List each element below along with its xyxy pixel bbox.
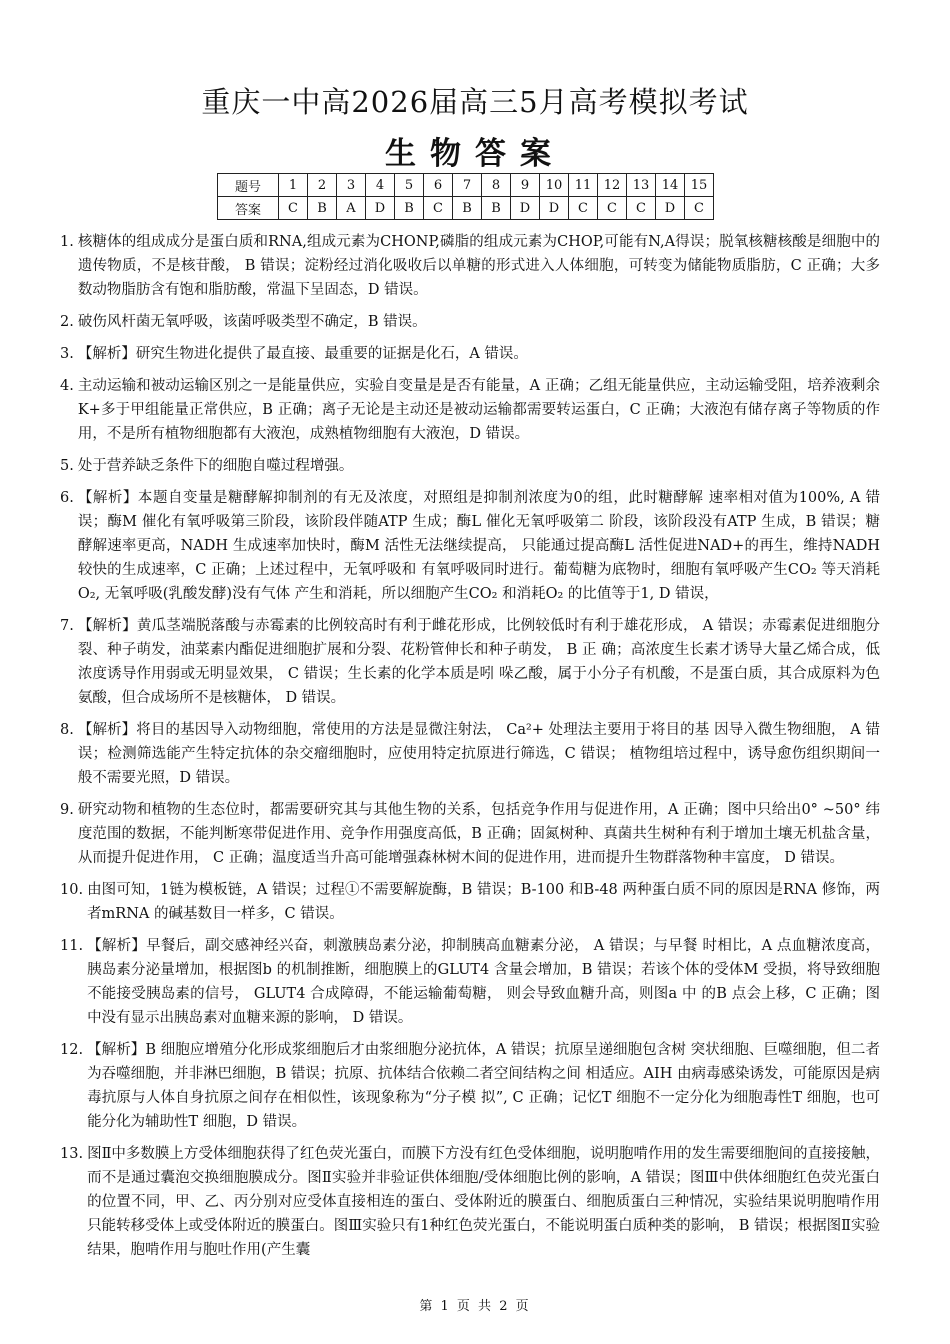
explanation-item bbox=[60, 1142, 880, 1262]
explanation-text: 研究动物和植物的生态位时，都需要研究其与其他生物的关系，包括竞争作用与促进作用，A 正确；图中只给出0° ~50° 纬度范围的数据，不能判断寒带促进作用、竞争作用强度高低，B 正确；固氮树种、真菌共生树种有利于增加土壤无机盐含量，从而提升促进作用， C 正确；温度适当升高可能增强森林树木间的促进作用，进而提升生物群落物种丰富度， D 错误。 bbox=[77, 802, 880, 866]
explanation-number: 8. bbox=[60, 722, 74, 738]
answer-table-number-cell: 8 bbox=[482, 174, 511, 197]
answer-table-answer-cell: A bbox=[337, 197, 366, 220]
explanation-item bbox=[60, 878, 880, 926]
answer-table-answer-cell: D bbox=[366, 197, 395, 220]
page-subtitle: 生物答案 bbox=[385, 136, 565, 172]
explanation-number: 6. bbox=[60, 490, 74, 506]
answer-table-header-answer: 答案 bbox=[218, 197, 279, 220]
explanation-text: 【解析】研究生物进化提供了最直接、最重要的证据是化石，A 错误。 bbox=[77, 346, 528, 362]
explanation-text: 由图可知，1链为模板链，A 错误；过程①不需要解旋酶，B 错误；B-100 和B-48 两种蛋白质不同的原因是RNA 修饰，两者mRNA 的碱基数目一样多，C 错误。 bbox=[87, 882, 880, 922]
explanation-item bbox=[60, 374, 880, 446]
answer-table bbox=[217, 173, 714, 220]
explanation-number: 12. bbox=[60, 1042, 84, 1058]
explanation-item bbox=[60, 454, 880, 478]
explanation-number: 4. bbox=[60, 378, 74, 394]
explanation-item bbox=[60, 1038, 880, 1134]
answer-table-number-cell: 2 bbox=[308, 174, 337, 197]
explanation-text: 【解析】黄瓜茎端脱落酸与赤霉素的比例较高时有利于雌花形成，比例较低时有利于雄花形成， A 错误；赤霉素促进细胞分裂、种子萌发，油菜素内酯促进细胞扩展和分裂、花粉管伸长和种子萌发， B 正 确；高浓度生长素才诱导大量乙烯合成，低浓度诱导作用弱或无明显效果， C 错误；生长素的化学本质是吲 哚乙酸，属于小分子有机酸，不是蛋白质，其合成原料为色氨酸，但合成场所不是核糖体， D 错误。 bbox=[77, 618, 880, 706]
explanation-item bbox=[60, 310, 880, 334]
answer-table-answer-cell: C bbox=[598, 197, 627, 220]
explanation-text: 核糖体的组成成分是蛋白质和RNA,组成元素为CHONP,磷脂的组成元素为CHOP,可能有N,A得误；脱氧核糖核酸是细胞中的遗传物质，不是核苷酸， B 错误；淀粉经过消化吸收后以单糖的形式进入人体细胞，可转变为储能物质脂肪，C 正确；大多数动物脂肪含有饱和脂肪酸，常温下呈固态，D 错误。 bbox=[77, 234, 880, 298]
explanation-number: 9. bbox=[60, 802, 74, 818]
explanation-text: 【解析】本题自变量是糖酵解抑制剂的有无及浓度，对照组是抑制剂浓度为0的组，此时糖酵解 速率相对值为100%, A 错误；酶M 催化有氧呼吸第三阶段，该阶段伴随ATP 生成；酶L 催化无氧呼吸第二 阶段，该阶段没有ATP 生成，B 错误；糖酵解速率更高，NADH 生成速率加快时，酶M 活性无法继续提高， 只能通过提高酶L 活性促进NAD+的再生，维持NADH 较快的生成速率，C 正确；上述过程中，无氧呼吸和 有氧呼吸同时进行。葡萄糖为底物时，细胞有氧呼吸产生CO₂ 等天消耗O₂, 无氧呼吸(乳酸发酵)没有气体 产生和消耗，所以细胞产生CO₂ 和消耗O₂ 的比值等于1, D 错误， bbox=[77, 490, 880, 602]
answer-table-number-cell: 7 bbox=[453, 174, 482, 197]
explanation-text: 主动运输和被动运输区别之一是能量供应，实验自变量是是否有能量，A 正确；乙组无能量供应，主动运输受阻，培养液剩余K+多于甲组能量正常供应，B 正确；离子无论是主动还是被动运输都需要转运蛋白，C 正确；大液泡有储存离子等物质的作用，不是所有植物细胞都有大液泡，成熟植物细胞有大液泡，D 错误。 bbox=[77, 378, 880, 442]
answer-table-answer-row bbox=[218, 197, 714, 220]
explanation-item bbox=[60, 798, 880, 870]
answer-table-number-cell: 3 bbox=[337, 174, 366, 197]
explanation-text: 【解析】将目的基因导入动物细胞，常使用的方法是显微注射法， Ca²+ 处理法主要用于将目的基 因导入微生物细胞， A 错误；检测筛选能产生特定抗体的杂交瘤细胞时，应使用特定抗原进行筛选，C 错误； 植物组培过程中，诱导愈伤组织期间一般不需要光照，D 错误。 bbox=[77, 722, 880, 786]
answer-table-number-cell: 11 bbox=[569, 174, 598, 197]
answer-table-number-cell: 12 bbox=[598, 174, 627, 197]
answer-table-number-cell: 10 bbox=[540, 174, 569, 197]
answer-table-answer-cell: C bbox=[627, 197, 656, 220]
explanation-number: 2. bbox=[60, 314, 74, 330]
answer-table-number-cell: 15 bbox=[685, 174, 714, 197]
answer-table-number-cell: 6 bbox=[424, 174, 453, 197]
explanation-item bbox=[60, 486, 880, 606]
answer-explanations bbox=[60, 230, 880, 1270]
explanation-item bbox=[60, 342, 880, 366]
answer-table-answer-cell: D bbox=[656, 197, 685, 220]
explanation-text: 【解析】B 细胞应增殖分化形成浆细胞后才由浆细胞分泌抗体，A 错误；抗原呈递细胞包含树 突状细胞、巨噬细胞，但二者为吞噬细胞，并非淋巴细胞，B 错误；抗原、抗体结合依赖二者空间结构之间 相适应。AIH 由病毒感染诱发，可能原因是病毒抗原与人体自身抗原之间存在相似性，该现象称为“分子模 拟”, C 正确；记忆T 细胞不一定分化为细胞毒性T 细胞，也可能分化为辅助性T 细胞，D 错误。 bbox=[87, 1042, 880, 1130]
explanation-text: 图Ⅱ中多数膜上方受体细胞获得了红色荧光蛋白，而膜下方没有红色受体细胞，说明胞啃作用的发生需要细胞间的直接接触，而不是通过囊泡交换细胞膜成分。图Ⅱ实验并非验证供体细胞/受体细胞比例的影响，A 错误；图Ⅲ中供体细胞红色荧光蛋白的位置不同，甲、乙、丙分别对应受体直接相连的蛋白、受体附近的膜蛋白、细胞质蛋白三种情况，实验结果说明胞啃作用只能转移受体上或受体附近的膜蛋白。图Ⅲ实验只有1种红色荧光蛋白，不能说明蛋白质种类的影响， B 错误；根据图Ⅱ实验结果，胞啃作用与胞吐作用(产生囊 bbox=[87, 1146, 880, 1258]
answer-table-number-cell: 9 bbox=[511, 174, 540, 197]
explanation-text: 【解析】早餐后，副交感神经兴奋，刺激胰岛素分泌，抑制胰高血糖素分泌， A 错误；与早餐 时相比，A 点血糖浓度高，胰岛素分泌量增加，根据图b 的机制推断，细胞膜上的GLUT4 含量会增加，B 错误；若该个体的受体M 受损，将导致细胞不能接受胰岛素的信号， GLUT4 合成障碍，不能运输葡萄糖， 则会导致血糖升高，则图a 中 的B 点会上移，C 正确；图中没有显示出胰岛素对血糖来源的影响， D 错误。 bbox=[87, 938, 880, 1026]
explanation-text: 破伤风杆菌无氧呼吸，该菌呼吸类型不确定，B 错误。 bbox=[77, 314, 427, 330]
answer-table-answer-cell: B bbox=[453, 197, 482, 220]
answer-table-answer-cell: C bbox=[685, 197, 714, 220]
explanation-number: 11. bbox=[60, 938, 84, 954]
explanation-item bbox=[60, 934, 880, 1030]
explanation-number: 5. bbox=[60, 458, 74, 474]
answer-table-number-cell: 5 bbox=[395, 174, 424, 197]
answer-table-number-cell: 14 bbox=[656, 174, 685, 197]
explanation-number: 7. bbox=[60, 618, 74, 634]
explanation-number: 1. bbox=[60, 234, 74, 250]
answer-table-answer-cell: B bbox=[308, 197, 337, 220]
answer-table-answer-cell: D bbox=[511, 197, 540, 220]
explanation-number: 3. bbox=[60, 346, 74, 362]
answer-table-answer-cell: C bbox=[569, 197, 598, 220]
explanation-item bbox=[60, 718, 880, 790]
answer-table-header-number: 题号 bbox=[218, 174, 279, 197]
answer-table-number-row bbox=[218, 174, 714, 197]
answer-table-answer-cell: C bbox=[279, 197, 308, 220]
answer-table-answer-cell: B bbox=[395, 197, 424, 220]
explanation-number: 13. bbox=[60, 1146, 84, 1162]
explanation-text: 处于营养缺乏条件下的细胞自噬过程增强。 bbox=[77, 458, 354, 474]
answer-table-number-cell: 1 bbox=[279, 174, 308, 197]
answer-table-number-cell: 4 bbox=[366, 174, 395, 197]
page-title: 重庆一中高2026届高三5月高考模拟考试 bbox=[201, 85, 749, 119]
explanation-item bbox=[60, 230, 880, 302]
answer-table-number-cell: 13 bbox=[627, 174, 656, 197]
answer-table-answer-cell: C bbox=[424, 197, 453, 220]
answer-table-answer-cell: B bbox=[482, 197, 511, 220]
explanation-item bbox=[60, 614, 880, 710]
page-footer: 第 1 页 共 2 页 bbox=[419, 1299, 531, 1314]
answer-table-answer-cell: D bbox=[540, 197, 569, 220]
explanation-number: 10. bbox=[60, 882, 84, 898]
